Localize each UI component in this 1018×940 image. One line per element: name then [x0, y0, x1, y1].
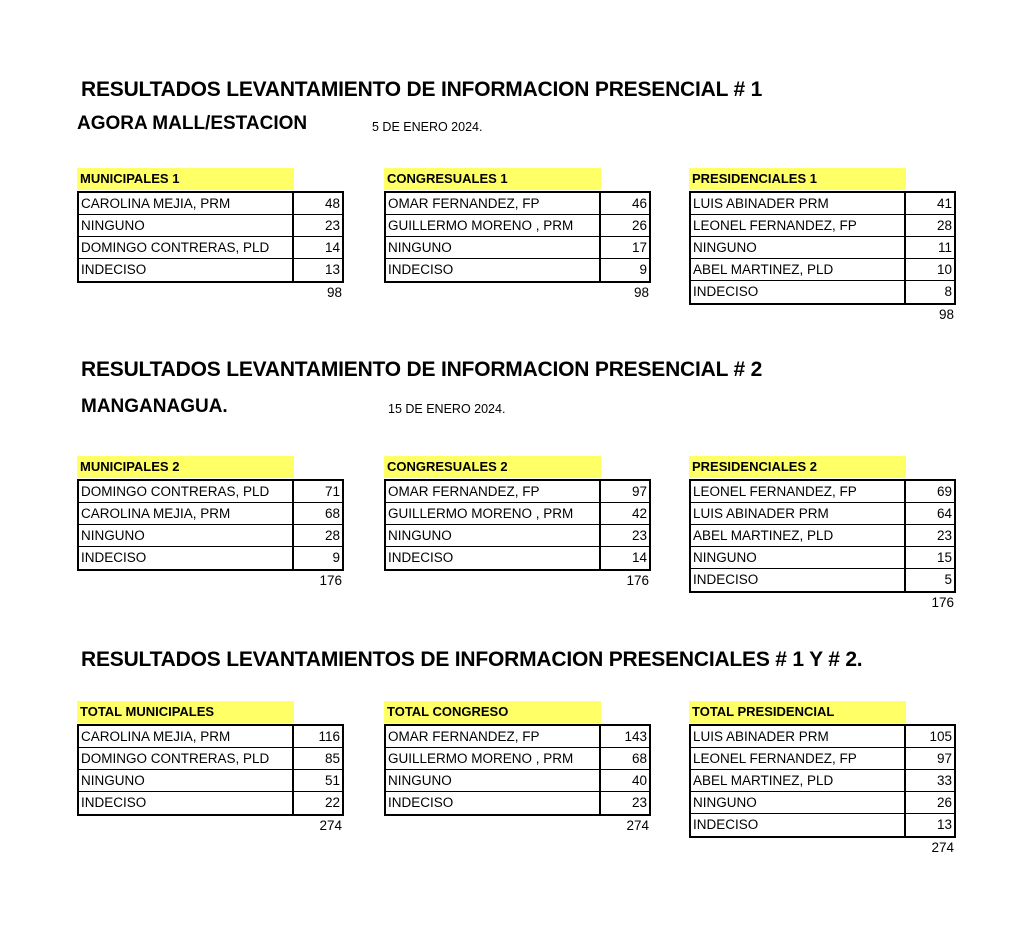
candidate-name: INDECISO: [691, 569, 906, 591]
candidate-name: GUILLERMO MORENO , PRM: [386, 748, 601, 769]
table-row: [691, 481, 954, 503]
candidate-name: NINGUNO: [691, 237, 906, 258]
table-row: [386, 503, 649, 525]
table-total: 274: [319, 818, 342, 833]
table-row: [691, 193, 954, 215]
vote-count: 15: [936, 550, 952, 565]
candidate-name: ABEL MARTINEZ, PLD: [691, 770, 906, 791]
candidate-name: NINGUNO: [79, 215, 294, 236]
table-row: [386, 547, 649, 569]
candidate-name: LUIS ABINADER PRM: [691, 726, 906, 747]
candidate-name: OMAR FERNANDEZ, FP: [386, 726, 601, 747]
table-total: 176: [626, 573, 649, 588]
table-row: [386, 726, 649, 748]
candidate-name: GUILLERMO MORENO , PRM: [386, 503, 601, 524]
table-row: [386, 481, 649, 503]
candidate-name: INDECISO: [386, 547, 601, 569]
table-total: 176: [931, 595, 954, 610]
table-row: [386, 237, 649, 259]
table-body: [77, 724, 344, 816]
vote-count: 68: [324, 506, 340, 521]
table-row: [386, 259, 649, 281]
vote-count: 14: [631, 550, 647, 565]
vote-count: 13: [324, 262, 340, 277]
candidate-name: INDECISO: [79, 792, 294, 814]
table-row: [691, 281, 954, 303]
vote-count: 13: [936, 817, 952, 832]
candidate-name: NINGUNO: [691, 792, 906, 813]
table-row: [691, 215, 954, 237]
table-total: 98: [938, 307, 954, 322]
candidate-name: INDECISO: [691, 281, 906, 303]
vote-count: 26: [936, 795, 952, 810]
candidate-name: NINGUNO: [79, 525, 294, 546]
table-row: [691, 814, 954, 836]
vote-count: 68: [631, 751, 647, 766]
candidate-name: DOMINGO CONTRERAS, PLD: [79, 481, 294, 502]
table-title: MUNICIPALES 2: [77, 456, 294, 478]
vote-count: 143: [624, 729, 647, 744]
vote-count: 8: [944, 284, 952, 299]
vote-count: 9: [639, 262, 647, 277]
candidate-name: DOMINGO CONTRERAS, PLD: [79, 748, 294, 769]
table-row: [79, 792, 342, 814]
table-total: 98: [326, 285, 342, 300]
candidate-name: NINGUNO: [386, 525, 601, 546]
section-3-heading: RESULTADOS LEVANTAMIENTOS DE INFORMACION PRESENCIALES # 1 Y # 2.: [81, 648, 863, 671]
vote-count: 64: [936, 506, 952, 521]
candidate-name: CAROLINA MEJIA, PRM: [79, 726, 294, 747]
vote-count: 23: [631, 528, 647, 543]
section-2-heading: RESULTADOS LEVANTAMIENTO DE INFORMACION PRESENCIAL # 2: [81, 358, 763, 381]
candidate-name: INDECISO: [79, 259, 294, 281]
candidate-name: GUILLERMO MORENO , PRM: [386, 215, 601, 236]
candidate-name: ABEL MARTINEZ, PLD: [691, 259, 906, 280]
candidate-name: NINGUNO: [386, 237, 601, 258]
table-row: [79, 525, 342, 547]
candidate-name: INDECISO: [386, 792, 601, 814]
vote-count: 48: [324, 196, 340, 211]
candidate-name: OMAR FERNANDEZ, FP: [386, 481, 601, 502]
section-1-location: AGORA MALL/ESTACION: [77, 113, 308, 134]
candidate-name: LEONEL FERNANDEZ, FP: [691, 215, 906, 236]
vote-count: 28: [324, 528, 340, 543]
table-row: [386, 770, 649, 792]
candidate-name: NINGUNO: [691, 547, 906, 568]
section-1-date: 5 DE ENERO 2024.: [372, 120, 483, 134]
vote-count: 5: [944, 572, 952, 587]
table-row: [79, 481, 342, 503]
vote-count: 97: [631, 484, 647, 499]
candidate-name: LEONEL FERNANDEZ, FP: [691, 748, 906, 769]
vote-count: 46: [631, 196, 647, 211]
vote-count: 41: [936, 196, 952, 211]
candidate-name: OMAR FERNANDEZ, FP: [386, 193, 601, 214]
vote-count: 23: [324, 218, 340, 233]
table-row: [691, 547, 954, 569]
candidate-name: CAROLINA MEJIA, PRM: [79, 193, 294, 214]
table-row: [386, 748, 649, 770]
table-row: [691, 748, 954, 770]
table-row: [691, 770, 954, 792]
table-row: [386, 193, 649, 215]
table-total: 98: [633, 285, 649, 300]
vote-count: 42: [631, 506, 647, 521]
table-row: [79, 726, 342, 748]
vote-count: 26: [631, 218, 647, 233]
table-row: [79, 547, 342, 569]
candidate-name: LUIS ABINADER PRM: [691, 193, 906, 214]
candidate-name: ABEL MARTINEZ, PLD: [691, 525, 906, 546]
section-2-location: MANGANAGUA.: [81, 396, 228, 417]
candidate-name: CAROLINA MEJIA, PRM: [79, 503, 294, 524]
table-row: [691, 503, 954, 525]
vote-count: 10: [936, 262, 952, 277]
vote-count: 22: [324, 795, 340, 810]
table-title: TOTAL MUNICIPALES: [77, 701, 294, 723]
table-title: PRESIDENCIALES 2: [689, 456, 906, 478]
vote-count: 71: [324, 484, 340, 499]
vote-count: 23: [631, 795, 647, 810]
vote-count: 11: [937, 240, 952, 255]
table-row: [386, 525, 649, 547]
vote-count: 69: [936, 484, 952, 499]
vote-count: 116: [318, 729, 340, 744]
candidate-name: DOMINGO CONTRERAS, PLD: [79, 237, 294, 258]
vote-count: 51: [324, 773, 340, 788]
table-row: [691, 237, 954, 259]
table-body: [689, 724, 956, 838]
vote-count: 14: [324, 240, 340, 255]
table-row: [79, 770, 342, 792]
table-body: [689, 191, 956, 305]
table-title: TOTAL PRESIDENCIAL: [689, 701, 906, 723]
table-title: CONGRESUALES 2: [384, 456, 601, 478]
table-row: [691, 525, 954, 547]
table-body: [77, 191, 344, 283]
candidate-name: INDECISO: [79, 547, 294, 569]
candidate-name: LUIS ABINADER PRM: [691, 503, 906, 524]
table-body: [689, 479, 956, 593]
table-body: [77, 479, 344, 571]
table-row: [691, 569, 954, 591]
table-row: [79, 215, 342, 237]
table-total: 274: [626, 818, 649, 833]
table-row: [691, 792, 954, 814]
table-row: [79, 503, 342, 525]
vote-count: 105: [929, 729, 952, 744]
table-body: [384, 479, 651, 571]
table-row: [691, 259, 954, 281]
candidate-name: NINGUNO: [79, 770, 294, 791]
table-row: [79, 748, 342, 770]
candidate-name: INDECISO: [386, 259, 601, 281]
candidate-name: INDECISO: [691, 814, 906, 836]
table-body: [384, 724, 651, 816]
vote-count: 28: [936, 218, 952, 233]
candidate-name: NINGUNO: [386, 770, 601, 791]
vote-count: 23: [936, 528, 952, 543]
table-body: [384, 191, 651, 283]
vote-count: 97: [936, 751, 952, 766]
table-total: 274: [931, 840, 954, 855]
vote-count: 40: [631, 773, 647, 788]
table-title: PRESIDENCIALES 1: [689, 168, 906, 190]
table-row: [79, 237, 342, 259]
table-title: MUNICIPALES 1: [77, 168, 294, 190]
section-2-date: 15 DE ENERO 2024.: [388, 402, 506, 416]
table-row: [386, 792, 649, 814]
table-title: TOTAL CONGRESO: [384, 701, 601, 723]
vote-count: 9: [332, 550, 340, 565]
table-row: [79, 193, 342, 215]
table-row: [79, 259, 342, 281]
table-row: [386, 215, 649, 237]
table-row: [691, 726, 954, 748]
vote-count: 85: [324, 751, 340, 766]
section-1-heading: RESULTADOS LEVANTAMIENTO DE INFORMACION PRESENCIAL # 1: [81, 78, 763, 101]
vote-count: 17: [631, 240, 647, 255]
vote-count: 33: [936, 773, 952, 788]
table-title: CONGRESUALES 1: [384, 168, 601, 190]
table-total: 176: [319, 573, 342, 588]
candidate-name: LEONEL FERNANDEZ, FP: [691, 481, 906, 502]
